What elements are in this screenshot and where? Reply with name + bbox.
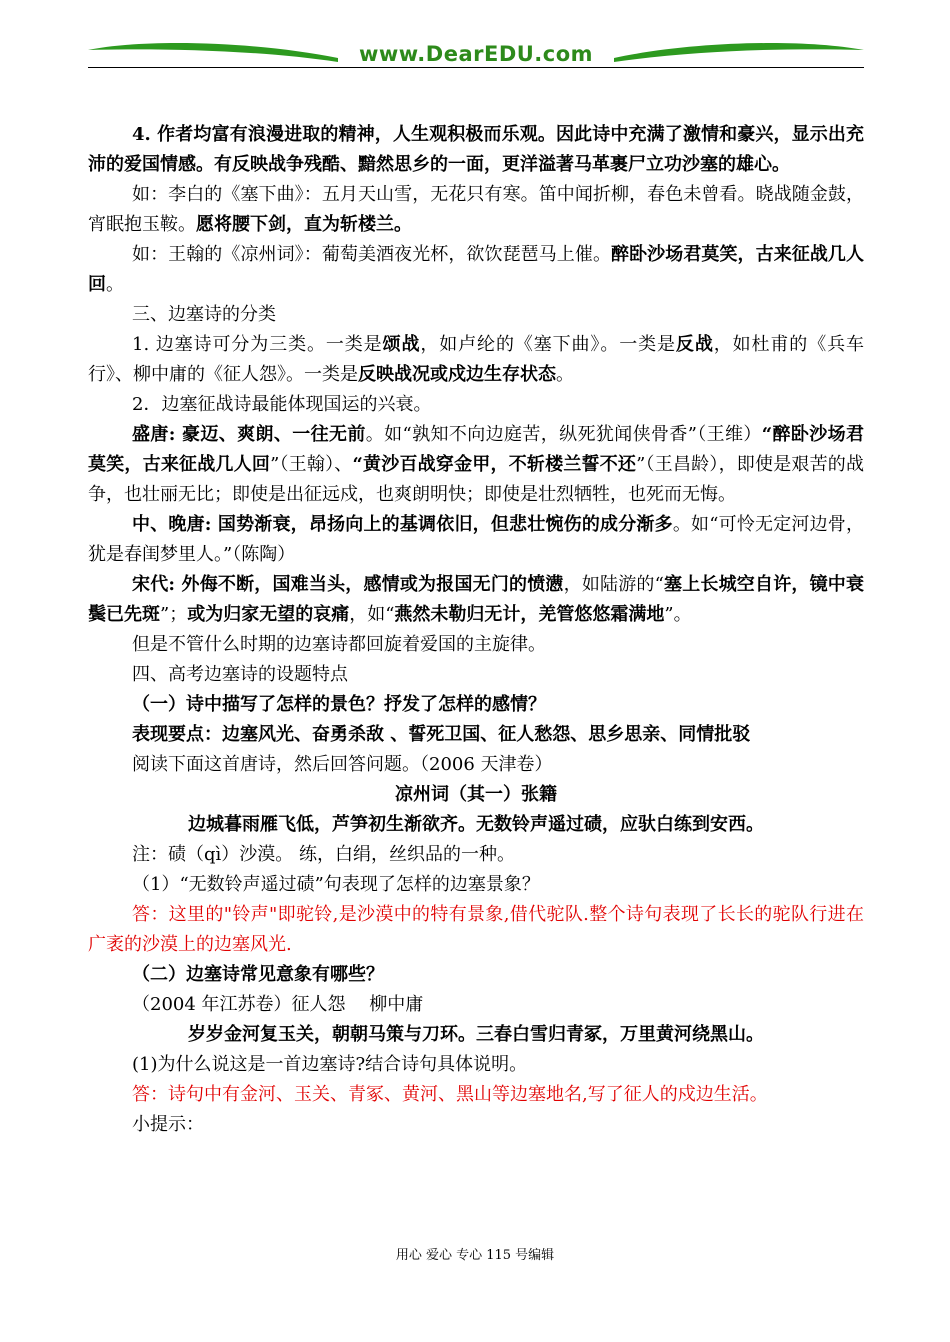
paragraph-song-dynasty: 宋代: 外侮不断，国难当头，感情或为报国无门的愤懑，如陆游的“塞上长城空自许，镜中衰鬓已先斑”；或为归家无望的哀痛，如“燕然未勒归无计，羌管悠悠霜满地”。 [88, 574, 864, 625]
page-footer: 用心 爱心 专心 115 号编辑 [395, 1248, 555, 1263]
paragraph-patriotic-theme: 但是不管什么时期的边塞诗都回旋着爱国的主旋律。 [132, 634, 546, 655]
site-header [88, 36, 864, 76]
paragraph-high-tang: 盛唐: 豪迈、爽朗、一往无前。如“孰知不向边庭苦，纵死犹闻侠骨香”（王维）“醉卧沙场君莫笑，古来征战几人回”（王翰）、“黄沙百战穿金甲，不斩楼兰誓不还”（王昌龄），即使是艰苦的战争，也壮丽无比；即使是出征远戍，也爽朗明快；即使是壮烈牺牲，也死而无悔。 [88, 424, 865, 505]
section-heading-classification: 三、边塞诗的分类 [132, 304, 276, 325]
poem-title-liangzhou: 凉州词（其一）张籍 [395, 784, 557, 805]
header-divider [88, 67, 864, 68]
section-heading-exam-features: 四、高考边塞诗的设题特点 [132, 664, 348, 685]
paragraph-li-bai-example: 如：李白的《塞下曲》：五月天山雪，无花只有寒。笛中闻折柳，春色未曾看。晓战随金鼓，宵眠抱玉鞍。愿将腰下剑，直为斩楼兰。 [88, 184, 864, 235]
answer-one: 答：这里的"铃声"即驼铃,是沙漠中的特有景象,借代驼队.整个诗句表现了长长的驼队行进在广袤的沙漠上的边塞风光. [88, 904, 864, 955]
paragraph-mid-late-tang: 中、晚唐: 国势渐衰，昂扬向上的基调依旧，但悲壮惋伤的成分渐多。如“可怜无定河边骨，犹是春闺梦里人。”（陈陶） [88, 514, 864, 565]
question-heading-two: （二）边塞诗常见意象有哪些？ [132, 964, 384, 985]
tip-label: 小提示： [132, 1114, 204, 1135]
poem-text-zhengrenyuan: 岁岁金河复玉关，朝朝马策与刀环。三春白雪归青冢，万里黄河绕黑山。 [188, 1024, 764, 1045]
poem-note: 注：碛（qì）沙漠。 练，白绢，丝织品的一种。 [132, 844, 515, 865]
key-points: 表现要点：边塞风光、奋勇杀敌 、誓死卫国、征人愁怨、思乡思亲、同情批驳 [132, 724, 751, 745]
paragraph-national-fortune: 2．边塞征战诗最能体现国运的兴衰。 [132, 394, 432, 415]
question-one: （1）“无数铃声遥过碛”句表现了怎样的边塞景象？ [132, 874, 540, 895]
question-two: (1)为什么说这是一首边塞诗?结合诗句具体说明。 [132, 1054, 528, 1075]
poem-text-liangzhou: 边城暮雨雁飞低，芦笋初生渐欲齐。无数铃声遥过碛，应驮白练到安西。 [188, 814, 764, 835]
paragraph-three-types: 1. 边塞诗可分为三类。一类是颂战，如卢纶的《塞下曲》。一类是反战，如杜甫的《兵车行》、柳中庸的《征人怨》。一类是反映战况或戍边生存状态。 [88, 334, 864, 385]
paragraph-wang-han-example: 如：王翰的《凉州词》：葡萄美酒夜光杯，欲饮琵琶马上催。醉卧沙场君莫笑，古来征战几人回。 [88, 244, 865, 295]
document-body [88, 120, 864, 1140]
question-heading-one: （一）诗中描写了怎样的景色？抒发了怎样的感情？ [132, 694, 546, 715]
exam-source: （2004 年江苏卷）征人怨 柳中庸 [132, 994, 424, 1015]
reading-instruction: 阅读下面这首唐诗，然后回答问题。（2006 天津卷） [132, 754, 553, 775]
answer-two: 答：诗句中有金河、玉关、青冢、黄河、黑山等边塞地名,写了征人的戍边生活。 [132, 1084, 768, 1105]
paragraph-romantic-spirit: 4. 作者均富有浪漫进取的精神，人生观积极而乐观。因此诗中充满了激情和豪兴，显示出充沛的爱国情感。有反映战争残酷、黯然思乡的一面，更洋溢著马革裹尸立功沙塞的雄心。 [88, 124, 864, 175]
site-url[interactable]: www.DearEDU.com [358, 42, 594, 66]
